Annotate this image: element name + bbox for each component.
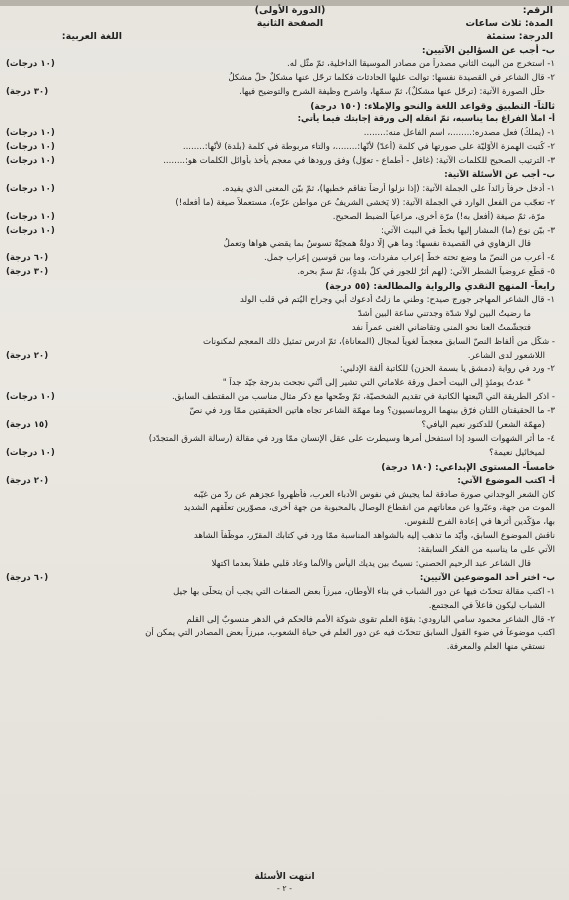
line-text: ٢- قال الشاعر في القصيدة نفسها: توالت عليها الحادثات فكلما ترحّل عنها مشكلٌ حلّ مشكلُ [228,72,555,83]
line-text: ناقش الموضوع السابق، وأيّد ما تذهب إليه بالشواهد المناسبة ممّا ورد في كتابك المقرّر، موظّفاً الشاهد [193,531,555,542]
exam-line [6,405,555,419]
header-subject: اللغة العربية: [61,31,122,42]
line-text: (مهمّة الشعر) للدكتور نعيم اليافي؟ [421,420,545,431]
mark-label: (٢٠ درجة) [6,475,49,486]
line-text: حلّل الصورة الآتية: (ترحّل عنها مشكلٌ)، ثمّ سمّها، واشرح وظيفة الشرح والتوضيح فيها. [239,86,545,97]
line-text: ١- استخرج من البيت الثاني مصدراً من مصادر الموسيقا الداخلية، ثمّ مثّل له. [287,58,555,69]
exam-line [6,433,555,447]
line-text: " عدتُ يومئذٍ إلى البيت أحمل ورقة علاماتي التي تشير إلى أنّني نجحت بدرجة جيّد جداً " [222,378,531,389]
exam-line [6,336,555,350]
exam-line [6,155,555,169]
exam-line [6,572,555,586]
header-number-label: الرقم: [522,5,553,16]
exam-line [6,377,555,391]
exam-line [6,225,555,239]
exam-line [6,419,555,433]
exam-line [6,614,555,628]
line-text: الشباب ليكون فاعلاً في المجتمع. [428,600,545,611]
exam-line [6,600,555,614]
mark-label: (٦٠ درجة) [6,572,49,583]
exam-line [6,58,555,72]
line-text: رابعاً- المنهج النقدي والرواية والمطالعة: (٥٥ درجة) [325,281,555,293]
exam-line [6,266,555,280]
header-left [12,4,122,43]
exam-line [6,197,555,211]
header-center [195,4,385,30]
exam-line [6,544,555,558]
exam-line [6,447,555,461]
exam-line [6,211,555,225]
exam-line [6,530,555,544]
exam-line [6,127,555,141]
exam-line [6,489,555,503]
line-text: ٣- الترتيب الصحيح للكلمات الآتية: (غافل - أطماع - تعوّل) وفق ورودها في معجم يأخذ بأوائل الكلمات هو:........ [163,156,555,167]
line-text: ١- اكتب مقالة تتحدّث فيها عن دور الشباب في بناء الأوطان، مبرزاً بعض الصفات التي يجب أن يتحلّى بها جيل [173,586,555,597]
mark-label: (١٠ درجات) [6,58,55,69]
exam-line [6,363,555,377]
line-text: الموت من جهة، وعبّروا عن معاناتهم من انقطاع الوصال بالمحبوبة من جهة أخرى، مصوّرين تعلّقهم الشديد [183,503,555,514]
line-text: ١- أدخل حرفاً زائداً على الجملة الآتية: (إذا نزلوا أرضاً تفاقم خطبها)، ثمّ بيّن المعنى الذي يفيده. [222,183,555,194]
line-text: أ- املأ الفراغ بما يناسبه، ثمّ انقله إلى ورقة إجابتك فيما يأتي: [297,114,555,125]
exam-line [6,502,555,516]
mark-label: (٣٠ درجة) [6,267,49,278]
line-text: ما رضيتُ البين لولا شدّة وجدتني ساعة البين أشدّ [358,308,531,319]
exam-line [6,183,555,197]
mark-label: (١٠ درجات) [6,447,55,458]
exam-line [6,461,555,475]
line-text: ثالثاً- التطبيق وقواعد اللغة والنحو والإملاء: (١٥٠ درجة) [310,100,555,112]
exam-line [6,516,555,530]
line-text: أ- اكتب الموضوع الآتي: [457,475,555,486]
exam-line [6,475,555,489]
line-text: ٤- أعرب من النصّ ما وضع تحته خطّ إعراب مفردات، وما بين قوسين إعراب جمل. [264,253,555,264]
exam-line [6,294,555,308]
header-session: (الدورة الأولى) [254,5,326,16]
exam-line [6,72,555,86]
header-grade: الدرجة: ستمئة [486,31,553,42]
line-text: ٥- قطّع عروضياً الشطر الآتي: (لهم أثرٌ للجور في كلّ بلدةٍ)، ثمّ سمّ بحره. [297,267,555,278]
exam-line [6,100,555,114]
exam-line [6,169,555,183]
line-text: ١- (يملكُ) فعل مصدره:........، اسم الفاعل منه:........ [363,128,555,139]
line-text: نستقي منها العلم والمعرفة. [446,642,545,653]
mark-label: (١٠ درجات) [6,128,55,139]
mark-label: (٢٠ درجة) [6,350,49,361]
line-text: ٢- ورد في رواية (دمشق يا بسمة الحزن) للكاتبة ألفة الإدلبي: [339,364,555,375]
exam-line [6,627,555,641]
exam-line [6,586,555,600]
exam-line [6,322,555,336]
exam-line [6,238,555,252]
line-text: ٢- كُتبت الهمزة الأوّليّة على صورتها في كلمة (أعدّ) لأنّها:........، والتاء مربوطة في كلمة (بلدة) لأنّها:........ [182,142,555,153]
exam-line [6,308,555,322]
mark-label: (١٠ درجات) [6,156,55,167]
line-text: ب- أجب عن السؤالين الآتيين: [421,45,555,56]
line-text: ٤- ما أثر الشهوات السود إذا استفحل أمرها وسيطرت على عقل الإنسان ممّا ورد في مقالة (رسالة الشرق المتجدّد) [148,433,555,444]
mark-label: (١٠ درجات) [6,183,55,194]
line-text: اللاشعور لدى الشاعر. [467,350,545,361]
line-text: الآتي على ما يناسبه من الفكر السابقة: [417,545,555,556]
line-text: مرّة، ثمّ صيغة (أفعل به!) مرّة أخرى، مراعياً الضبط الصحيح. [332,211,545,222]
mark-label: (١٠ درجات) [6,225,55,236]
exam-body [6,44,555,655]
line-text: لميخائيل نعيمة؟ [489,447,545,458]
line-text: ٢- تعجّب من الفعل الوارد في الجملة الآتية: (لا يَخشى الشريفُ عن مواطن عزّه)، مستعملاً صيغة (ما أفعله!) [175,197,555,208]
line-text: ٣- بيّن نوع (ما) المشار إليها بخطّ في البيت الآتي: [380,225,555,236]
mark-label: (٣٠ درجة) [6,86,49,97]
line-text: قال الزهاوي في القصيدة نفسها: وما هي إلّا دولةٌ همجيّةٌ تسوسُ بما يقضي هواها وتعملُ [223,239,531,250]
exam-line [6,558,555,572]
exam-line [6,280,555,294]
line-text: ٣- ما الحقيقتان اللتان فرّق بينهما الرومانسيون؟ وما مهمّة الشاعر تجاه هاتين الحقيقتين ممّا ورد في نصّ [189,406,555,417]
exam-line [6,141,555,155]
line-text: ب- اختر أحد الموضوعين الآتيين: [419,572,555,583]
line-text: اكتب موضوعاً في ضوء القول السابق تتحدّث فيه عن دور العلم في حياة الشعوب، مبرزاً بعض المصادر التي يمكن أن [145,628,555,639]
line-text: فتجشّمتُ العنا نحو المنى وتقاضاني الغنى عمراً نفد [351,322,531,333]
line-text: ب- أجب عن الأسئلة الآتية: [444,170,555,181]
header-duration: المدة: ثلاث ساعات [465,18,553,29]
exam-line [6,86,555,100]
line-text: خامساً- المستوى الإبداعي: (١٨٠ درجة) [381,461,555,473]
end-of-questions: انتهت الأسئلة [254,872,315,882]
exam-line [6,391,555,405]
exam-line [6,641,555,655]
mark-label: (١٥ درجة) [6,420,49,431]
line-text: كان الشعر الوجداني صورة صادقة لما يجيش في نفوس الأدباء العرب، فأظهروا عجزهم عن ردّ من غيّبه [193,489,555,500]
exam-line [6,350,555,364]
exam-line [6,113,555,127]
line-text: قال الشاعر عبد الرحيم الحصني: نسيتُ بين يديك اليأس والألما وعاد قلبي طفلاً بعدما اكتهلا [211,558,531,569]
mark-label: (١٠ درجات) [6,392,55,403]
line-text: بها، مؤكّدين أثرها في إعادة الفرح للنفوس. [404,517,555,528]
exam-line [6,252,555,266]
footer [0,872,569,893]
mark-label: (١٠ درجات) [6,142,55,153]
mark-label: (١٠ درجات) [6,211,55,222]
header-right [433,4,553,43]
line-text: ١- قال الشاعر المهاجر جورج صيدح: وطني ما زلتُ أدعوك أبي وجراح اليُتم في قلب الولد [239,295,555,306]
page-number: - ٢ - [276,884,293,893]
header-page-label: الصفحة الثانية [256,18,324,29]
mark-label: (٦٠ درجة) [6,253,49,264]
line-text: - اذكر الطريقة التي اتّبعتها الكاتبة في تقديم الشخصيّة، ثمّ وضّحها مع ذكر مثال مناسب من المقتطف السابق. [171,392,555,403]
exam-line [6,44,555,58]
line-text: ٢- قال الشاعر محمود سامي البارودي: بقوّة العلم تقوى شوكة الأمم فالحكم في الدهر منسوبٌ إلى القلم [186,614,555,625]
line-text: - شكّل من ألفاظ النصّ السابق معجماً لغوياً لمجال (المعاناة)، ثمّ ادرس تمثيل ذلك المعجم لمكنونات [203,336,555,347]
